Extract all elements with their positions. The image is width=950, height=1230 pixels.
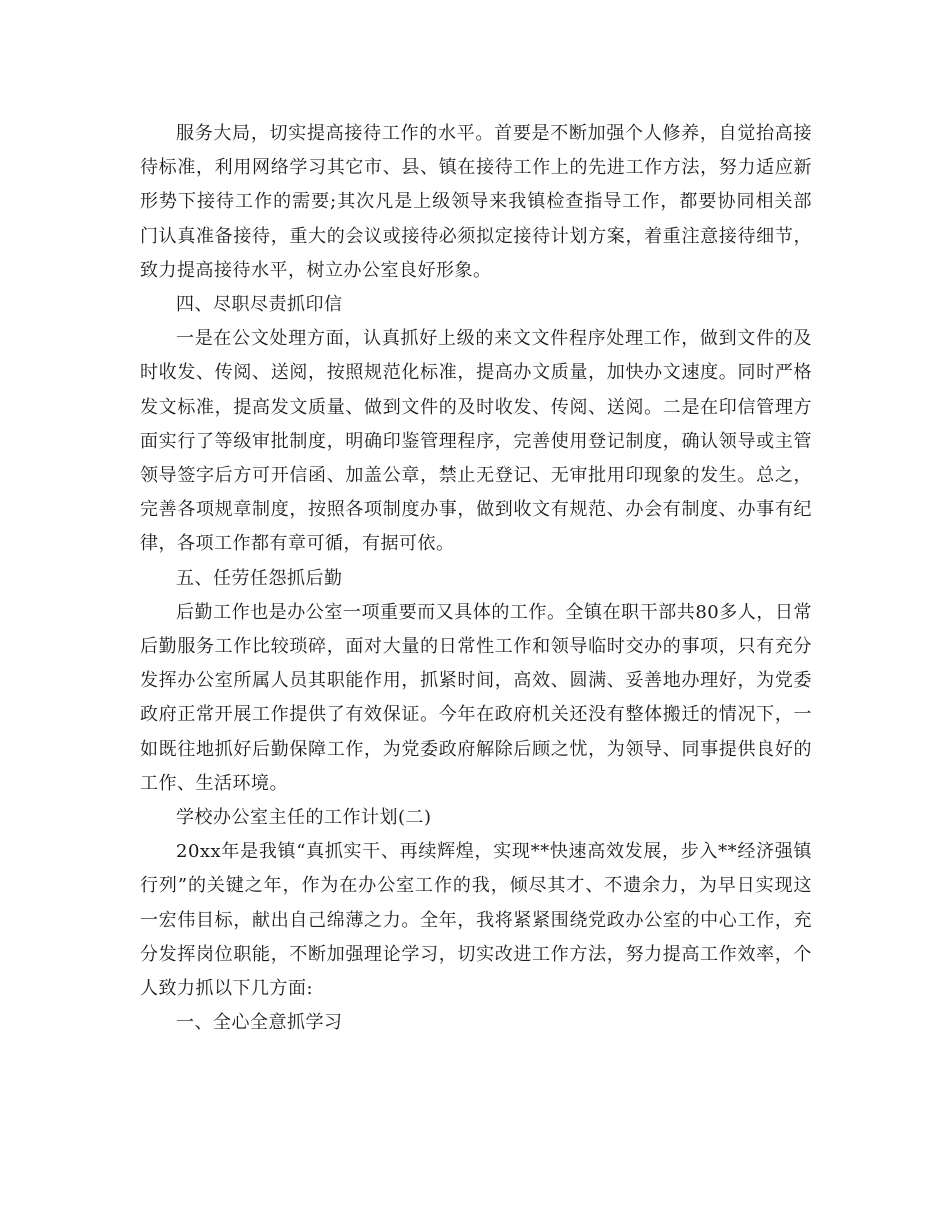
section-heading-logistics: 五、任劳任怨抓后勤 — [176, 567, 343, 589]
paragraph-documents-seals: 一是在公文处理方面，认真抓好上级的来文文件程序处理工作，做到文件的及时收发、传阅、送阅，按照规范化标准，提高办文质量，加快办文速度。同时严格发文标准，提高发文质量、做到文件的及时收发、传阅、送阅。二是在印信管理方面实行了等级审批制度，明确印鉴管理程序，完善使用登记制度，确认领导或主管领导签字后方可开信函、加盖公章，禁止无登记、无审批用印现象的发生。总之，完善各项规章制度，按照各项制度办事，做到收文有规范、办会有制度、办事有纪律，各项工作都有章可循，有据可依。 — [140, 328, 812, 555]
paragraph-reception: 服务大局，切实提高接待工作的水平。首要是不断加强个人修养，自觉抬高接待标准，利用网络学习其它市、县、镇在接待工作上的先进工作方法，努力适应新形势下接待工作的需要;其次凡是上级领导来我镇检查指导工作，都要协同相关部门认真准备接待，重大的会议或接待必须拟定接待计划方案，着重注意接待细节，致力提高接待水平，树立办公室良好形象。 — [140, 123, 812, 281]
paragraph-plan-intro: 20xx年是我镇“真抓实干、再续辉煌，实现**快速高效发展，步入**经济强镇行列”的关键之年，作为在办公室工作的我，倾尽其才、不遗余力，为早日实现这一宏伟目标，献出自己绵薄之力。全年，我将紧紧围绕党政办公室的中心工作，充分发挥岗位职能，不断加强理论学习，切实改进工作方法，努力提高工作效率，个人致力抓以下几方面: — [140, 841, 812, 1000]
section-heading-seals: 四、尽职尽责抓印信 — [176, 294, 343, 316]
paragraph-logistics: 后勤工作也是办公室一项重要而又具体的工作。全镇在职干部共80多人，日常后勤服务工作比较琐碎，面对大量的日常性工作和领导临时交办的事项，只有充分发挥办公室所属人员其职能作用，抓紧时间，高效、圆满、妥善地办理好，为党委政府正常开展工作提供了有效保证。今年在政府机关还没有整体搬迁的情况下，一如既往地抓好后勤保障工作，为党委政府解除后顾之忧，为领导、同事提供良好的工作、生活环境。 — [140, 601, 812, 794]
document-body — [140, 117, 812, 1040]
section-heading-study: 一、全心全意抓学习 — [176, 1012, 343, 1034]
section-heading-plan-two: 学校办公室主任的工作计划(二) — [176, 807, 432, 829]
